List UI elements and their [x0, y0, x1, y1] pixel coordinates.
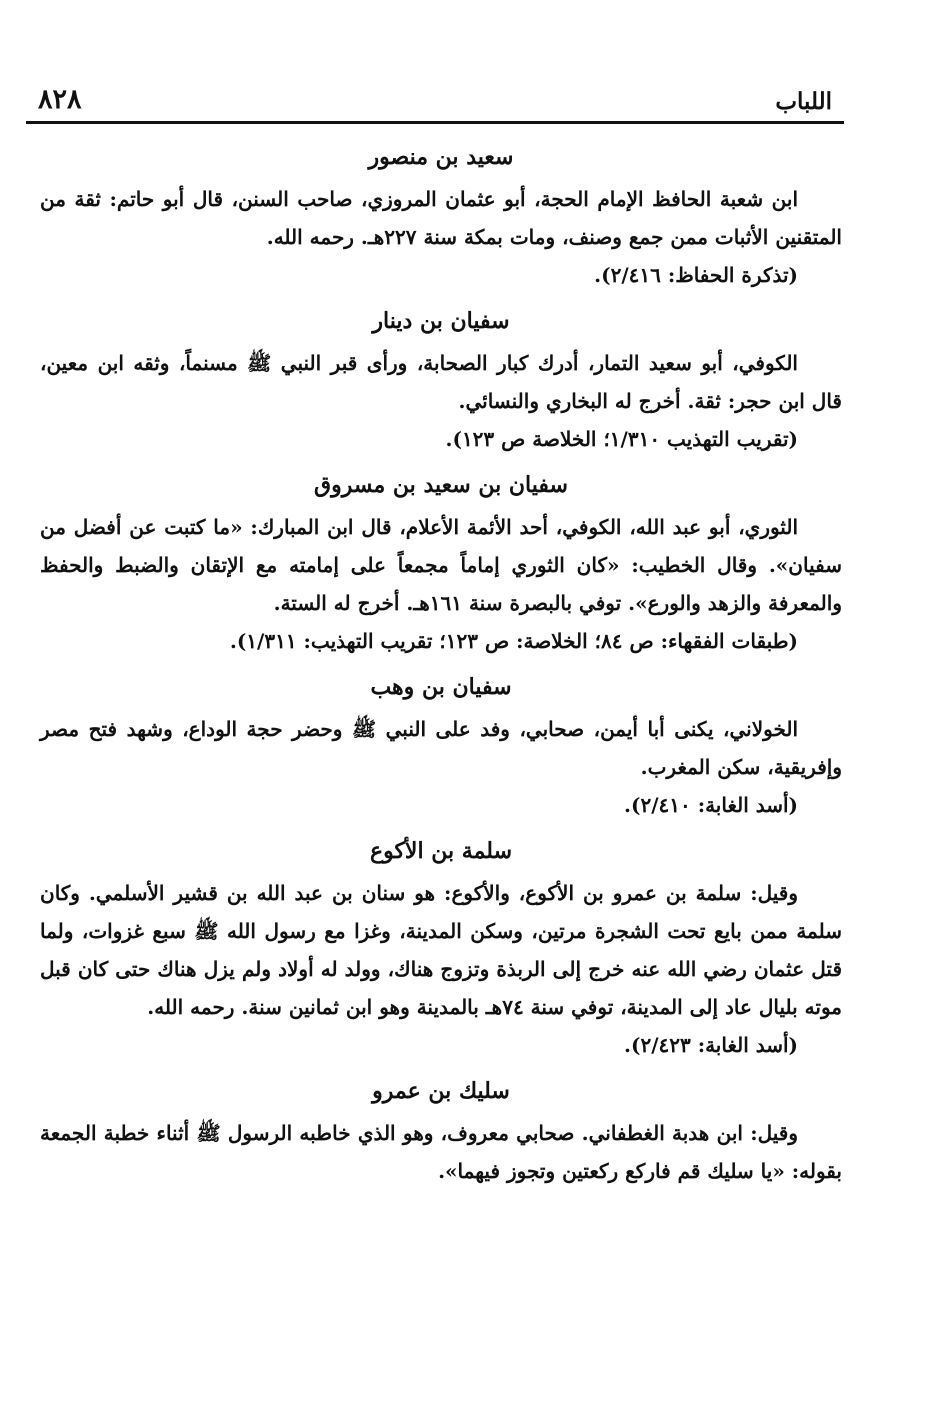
- entry-title: سفيان بن وهب: [370, 674, 512, 700]
- page-number: ٨٢٨: [38, 84, 82, 115]
- entry-salama-ibn-al-akwa: [40, 832, 842, 1064]
- page-header: [26, 78, 844, 124]
- running-title: اللباب: [775, 88, 832, 115]
- entry-title: سليك بن عمرو: [372, 1078, 510, 1104]
- entry-title: سلمة بن الأكوع: [369, 838, 513, 864]
- entry-sufyan-ibn-dinar: [40, 302, 842, 458]
- entry-sufyan-al-thawri: [40, 466, 842, 660]
- entry-reference: (تقريب التهذيب ١/٣١٠؛ الخلاصة ص ١٢٣).: [445, 427, 798, 451]
- entry-title: سفيان بن سعيد بن مسروق: [314, 472, 568, 498]
- entry-reference: (تذكرة الحفاظ: ٢/٤١٦).: [594, 263, 798, 287]
- entry-text: ابن شعبة الحافظ الإمام الحجة، أبو عثمان المروزي، صاحب السنن، قال أبو حاتم: ثقة من المتقنين الأثبات ممن جمع وصنف، ومات بمكة سنة ٢٢٧هـ. رحمه الله.: [40, 187, 842, 249]
- entry-text: وقيل: سلمة بن عمرو بن الأكوع، والأكوع: هو سنان بن عبد الله بن قشير الأسلمي. وكان سلمة ممن بايع تحت الشجرة مرتين، وسكن المدينة، وغزا مع رسول الله ﷺ سبع غزوات، ولما قتل عثمان رضي الله عنه خرج إلى الربذة وتزوج هناك، وولد له أولاد ولم يزل هناك حتى كان قبل موته بليال عاد إلى المدينة، توفي سنة ٧٤هـ بالمدينة وهو ابن ثمانين سنة. رحمه الله.: [40, 881, 842, 1019]
- entry-reference: (أسد الغابة: ٢/٤٢٣).: [624, 1033, 798, 1057]
- entry-title: سفيان بن دينار: [372, 308, 510, 334]
- entry-title: سعيد بن منصور: [368, 144, 514, 170]
- entry-text: الكوفي، أبو سعيد التمار، أدرك كبار الصحابة، ورأى قبر النبي ﷺ مسنماً، وثقه ابن معين، قال ابن حجر: ثقة. أخرج له البخاري والنسائي.: [40, 351, 842, 413]
- biography-list: [40, 138, 842, 1198]
- entry-sulayk-ibn-amr: [40, 1072, 842, 1190]
- entry-said-ibn-mansur: [40, 138, 842, 294]
- entry-reference: (أسد الغابة: ٢/٤١٠).: [624, 793, 798, 817]
- entry-text: الخولاني، يكنى أبا أيمن، صحابي، وفد على النبي ﷺ وحضر حجة الوداع، وشهد فتح مصر وإفريقية، سكن المغرب.: [40, 717, 842, 779]
- entry-text: الثوري، أبو عبد الله، الكوفي، أحد الأئمة الأعلام، قال ابن المبارك: «ما كتبت عن أفضل من سفيان». وقال الخطيب: «كان الثوري إماماً مجمعاً على إمامته مع الإتقان والضبط والحفظ والمعرفة والزهد والورع». توفي بالبصرة سنة ١٦١هـ. أخرج له الستة.: [40, 515, 842, 615]
- entry-reference: (طبقات الفقهاء: ص ٨٤؛ الخلاصة: ص ١٢٣؛ تقريب التهذيب: ١/٣١١).: [229, 629, 798, 653]
- entry-text: وقيل: ابن هدبة الغطفاني. صحابي معروف، وهو الذي خاطبه الرسول ﷺ أثناء خطبة الجمعة بقوله: «يا سليك قم فاركع ركعتين وتجوز فيهما».: [40, 1121, 842, 1183]
- entry-sufyan-ibn-wahb: [40, 668, 842, 824]
